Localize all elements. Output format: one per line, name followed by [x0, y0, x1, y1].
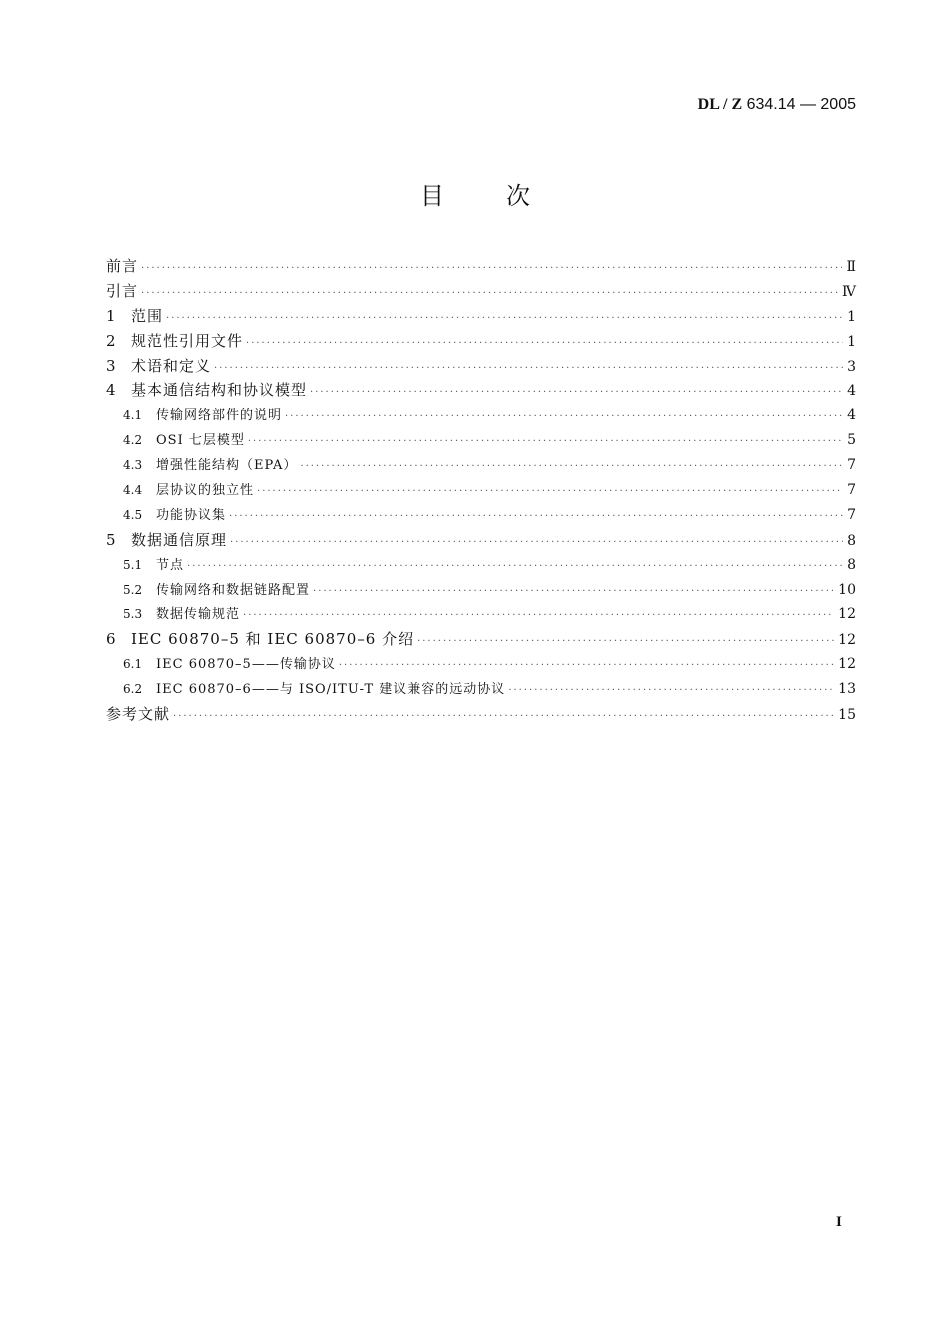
toc-entry-page: 10: [838, 581, 856, 598]
toc-entry[interactable]: [106, 428, 856, 453]
toc-entry-number: 6.2: [123, 682, 143, 697]
toc-entry-number: 4.5: [123, 507, 143, 522]
toc-entry-title: 传输网络和数据链路配置: [156, 582, 311, 598]
toc-entry-title: 基本通信结构和协议模型: [131, 381, 308, 400]
toc-entry-page: 7: [847, 482, 856, 499]
toc-entry-number: 6.1: [123, 657, 143, 672]
toc-entry-page: 8: [847, 532, 856, 549]
toc-entry-page: 4: [847, 407, 856, 424]
toc-leader-dots: [214, 357, 843, 382]
toc-leader-dots: [313, 580, 834, 605]
toc-entry[interactable]: [106, 602, 856, 627]
toc-entry-page: 12: [838, 656, 856, 673]
toc-leader-dots: [243, 604, 834, 629]
toc-entry-number: 3: [106, 356, 116, 375]
toc-entry-number: 5.1: [123, 557, 143, 572]
toc-entry-number: 5.2: [123, 582, 143, 597]
toc-leader-dots: [310, 381, 843, 406]
toc-entry-page: 12: [838, 632, 856, 649]
toc-entry[interactable]: [106, 478, 856, 503]
toc-entry[interactable]: [106, 378, 856, 403]
toc-leader-dots: [141, 282, 838, 307]
toc-entry-title: 规范性引用文件: [131, 331, 244, 350]
toc-entry-title: IEC 60870–6——与 ISO/ITU-T 建议兼容的远动协议: [156, 682, 506, 698]
toc-entry-page: 8: [847, 556, 856, 573]
toc-entry[interactable]: [106, 528, 856, 553]
toc-entry-page: Ⅳ: [842, 283, 856, 300]
toc-entry-number: 4.2: [123, 433, 143, 448]
toc-leader-dots: [141, 257, 842, 282]
toc-entry-title: 引言: [106, 281, 139, 300]
toc-entry-page: 7: [847, 506, 856, 523]
toc-entry[interactable]: [106, 403, 856, 428]
toc-entry-number: 4.4: [123, 483, 143, 498]
toc-entry[interactable]: [106, 503, 856, 528]
toc-entry-title: 功能协议集: [156, 507, 227, 523]
toc-leader-dots: [257, 480, 843, 505]
toc-entry-number: 4.3: [123, 458, 143, 473]
toc-entry[interactable]: [106, 279, 856, 304]
toc-entry-title: 参考文献: [106, 705, 171, 724]
toc-entry-number: 4.1: [123, 408, 143, 423]
toc-entry[interactable]: [106, 677, 856, 702]
toc-entry[interactable]: [106, 329, 856, 354]
toc-entry-number: 4: [106, 381, 116, 400]
toc-entry-title: 前言: [106, 257, 139, 275]
toc-leader-dots: [229, 505, 843, 530]
standard-code-prefix: DL / Z: [697, 96, 743, 113]
table-of-contents: [106, 254, 856, 727]
toc-entry[interactable]: [106, 553, 856, 578]
toc-entry[interactable]: [106, 627, 856, 652]
toc-entry-page: Ⅱ: [846, 259, 856, 275]
standard-code-number: 634.14 — 2005: [742, 96, 856, 113]
toc-entry-page: 4: [847, 383, 856, 400]
toc-leader-dots: [417, 630, 834, 655]
toc-leader-dots: [187, 555, 843, 580]
toc-leader-dots: [248, 430, 843, 455]
toc-entry-title: 增强性能结构（EPA）: [156, 458, 298, 474]
toc-entry-page: 5: [847, 432, 856, 449]
toc-entry[interactable]: [106, 652, 856, 677]
toc-leader-dots: [300, 455, 843, 480]
toc-entry[interactable]: [106, 254, 856, 279]
toc-entry-title: OSI 七层模型: [156, 433, 245, 449]
toc-entry-title: 数据传输规范: [156, 607, 241, 623]
toc-entry-page: 15: [838, 707, 856, 724]
toc-entry-title: 术语和定义: [131, 356, 212, 375]
toc-entry[interactable]: [106, 354, 856, 379]
toc-leader-dots: [339, 654, 834, 679]
toc-entry-number: 1: [106, 306, 116, 325]
toc-entry-page: 12: [838, 606, 856, 623]
page-number: I: [836, 1214, 842, 1230]
toc-entry-page: 13: [838, 681, 856, 698]
toc-entry-page: 1: [847, 333, 856, 350]
toc-entry[interactable]: [106, 453, 856, 478]
toc-entry[interactable]: [106, 304, 856, 329]
toc-entry-title: IEC 60870–5 和 IEC 60870–6 介绍: [131, 630, 415, 649]
toc-entry-number: 5.3: [123, 607, 143, 622]
toc-entry[interactable]: [106, 578, 856, 603]
toc-entry-title: 范围: [131, 306, 164, 325]
toc-title: 目次: [420, 182, 592, 210]
toc-entry-page: 7: [847, 457, 856, 474]
toc-entry-title: 数据通信原理: [131, 530, 228, 549]
toc-leader-dots: [246, 332, 843, 357]
toc-leader-dots: [230, 531, 843, 556]
toc-leader-dots: [285, 405, 843, 430]
standard-code: [698, 96, 856, 114]
toc-entry-page: 3: [847, 358, 856, 375]
toc-entry-title: IEC 60870–5——传输协议: [156, 657, 336, 673]
toc-entry-title: 层协议的独立性: [156, 483, 255, 499]
toc-entry-number: 6: [106, 630, 116, 649]
toc-entry-title: 节点: [156, 557, 185, 573]
toc-leader-dots: [508, 679, 834, 704]
toc-entry-number: 2: [106, 331, 116, 350]
toc-entry-number: 5: [106, 530, 116, 549]
toc-entry[interactable]: [106, 702, 856, 727]
toc-leader-dots: [173, 705, 834, 730]
toc-entry-page: 1: [847, 308, 856, 325]
toc-leader-dots: [166, 307, 843, 332]
toc-entry-title: 传输网络部件的说明: [156, 408, 283, 424]
